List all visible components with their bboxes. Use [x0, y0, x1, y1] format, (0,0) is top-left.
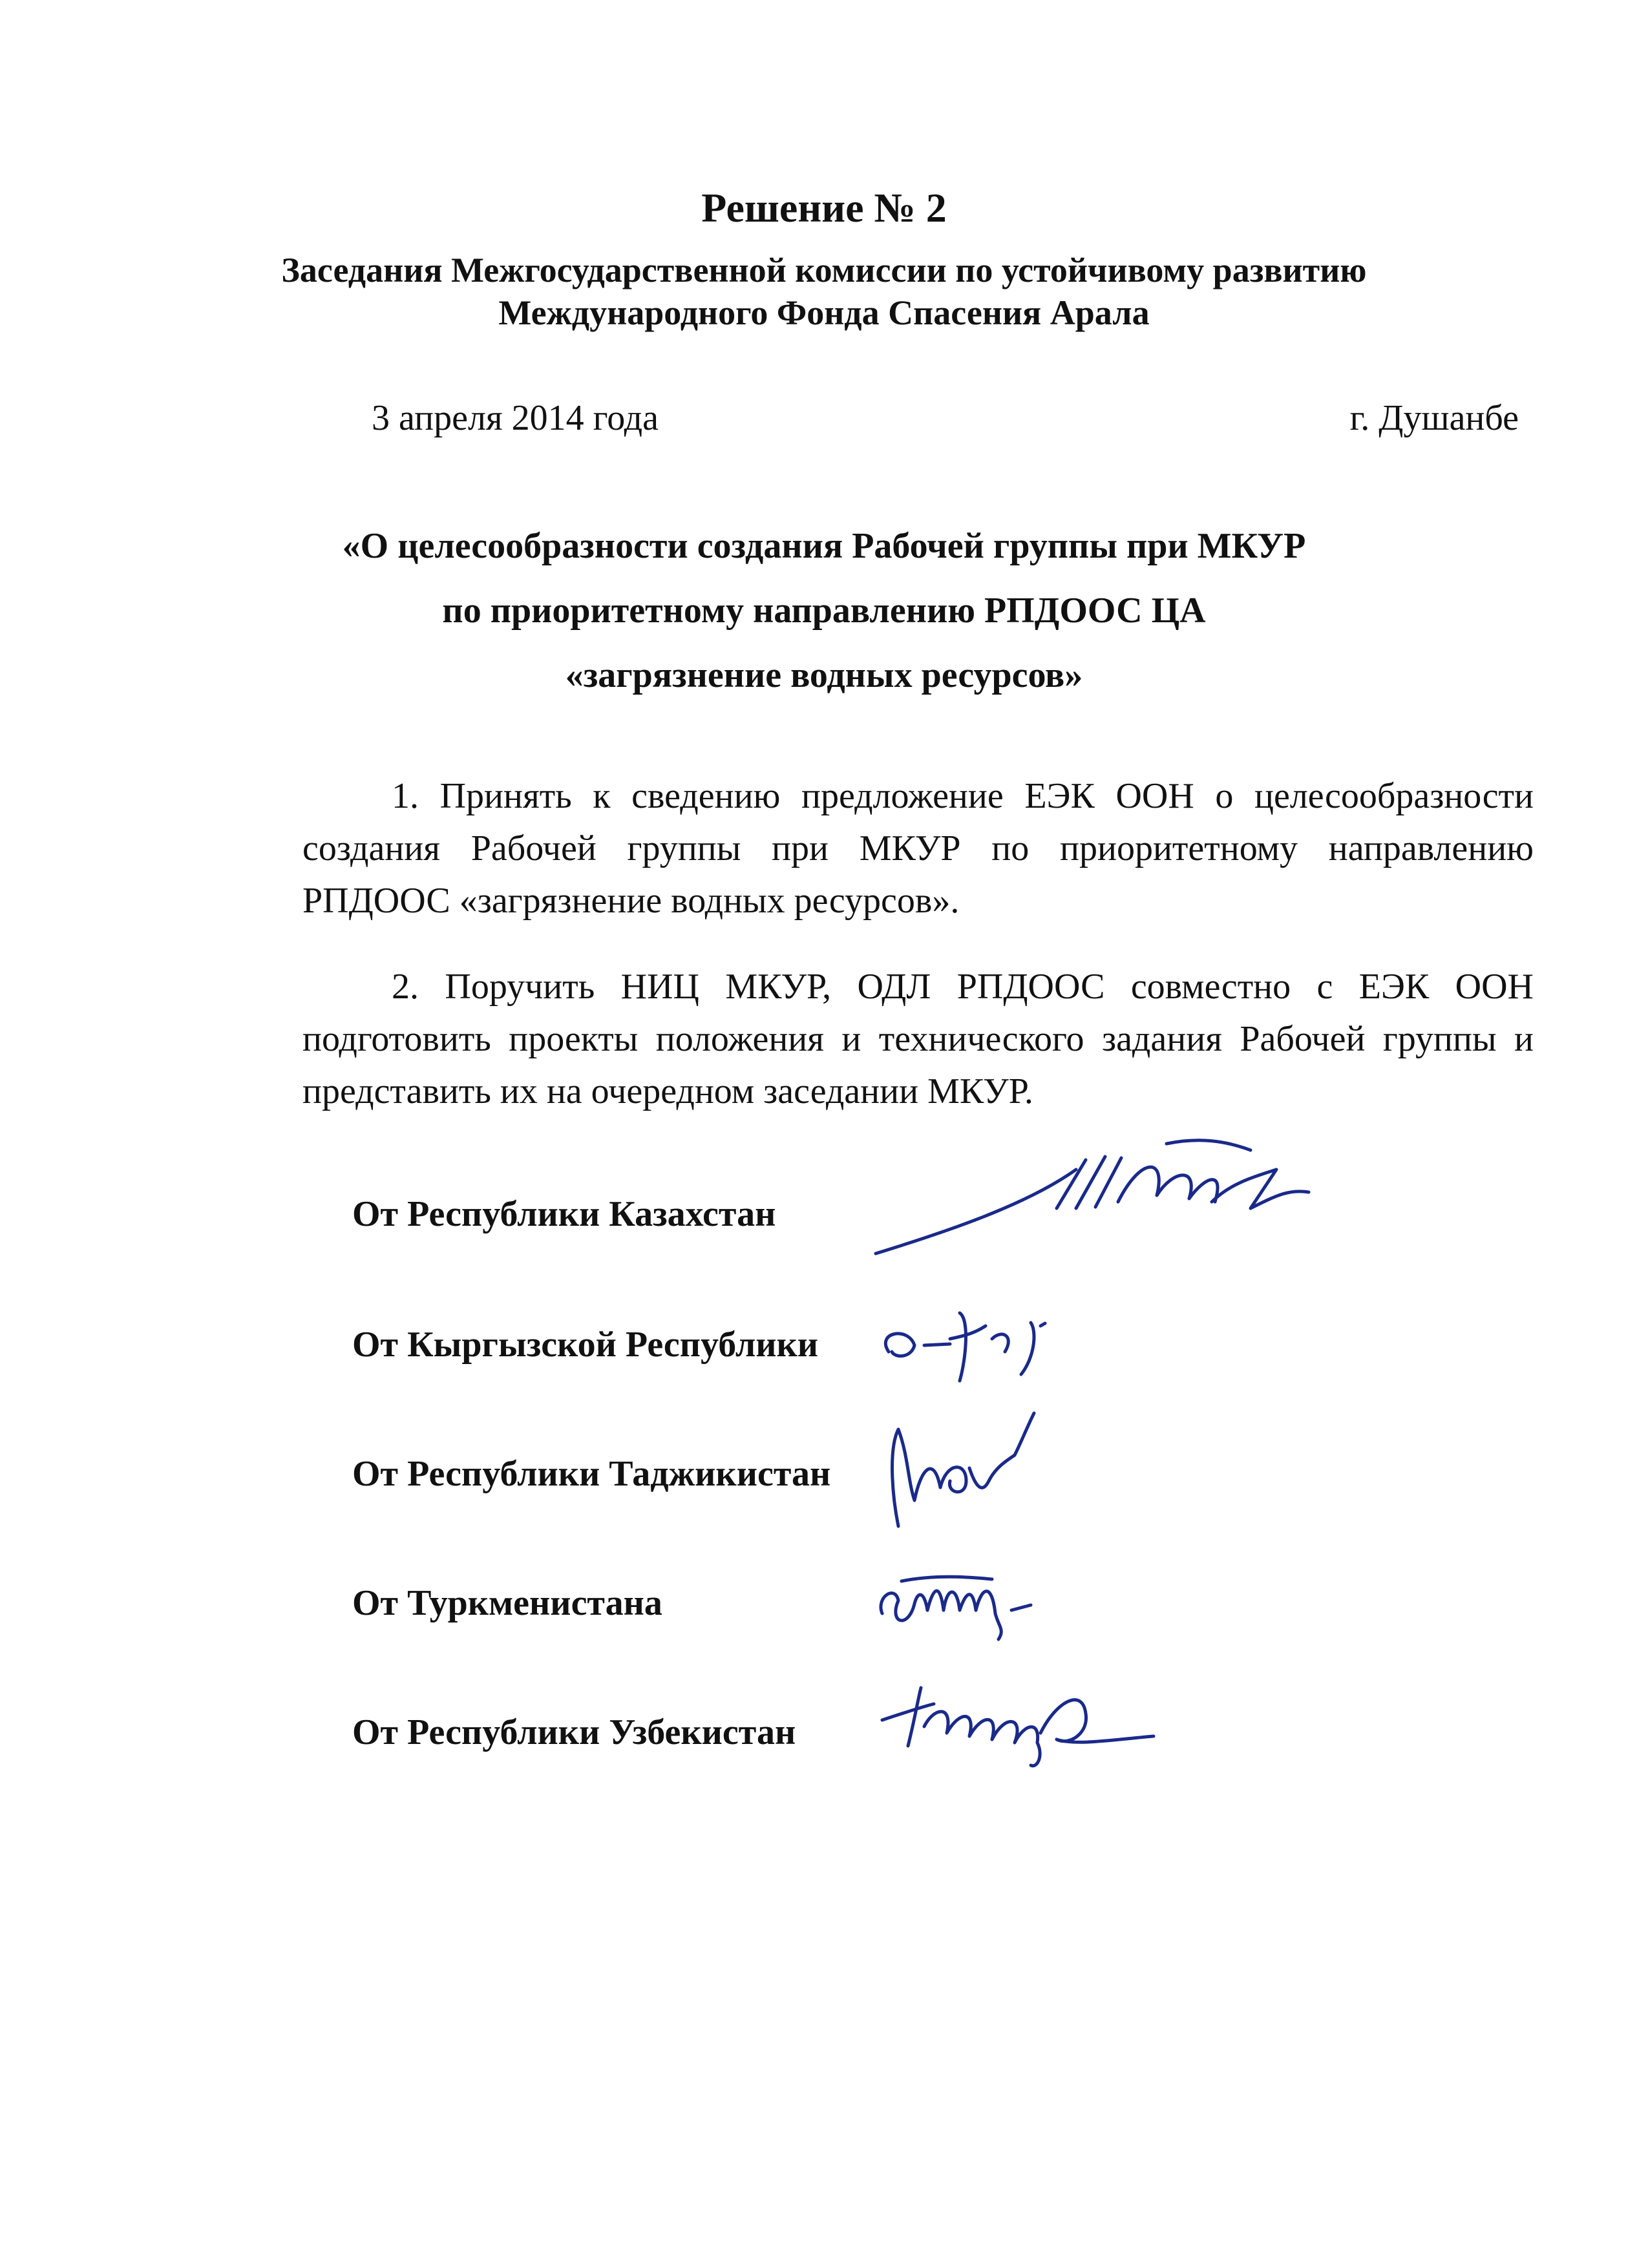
document-title: Решение № 2 — [701, 185, 947, 231]
signatory-label: От Республики Таджикистан — [352, 1454, 831, 1494]
handwritten-signature — [863, 1649, 1315, 1791]
signatory-label: От Кыргызской Республики — [352, 1325, 819, 1365]
handwritten-signature — [863, 1391, 1315, 1533]
heading-line-3: «загрязнение водных ресурсов» — [565, 655, 1083, 695]
signatory-label: От Республики Узбекистан — [352, 1712, 796, 1752]
signature-row-uzbekistan — [352, 1694, 1322, 1772]
handwritten-signature — [863, 1261, 1315, 1403]
subtitle-line-2: Международного Фонда Спасения Арала — [498, 293, 1150, 332]
document-date: 3 апреля 2014 года — [372, 398, 659, 438]
date-place-line — [372, 395, 1519, 441]
signature-row-kazakhstan — [352, 1176, 1322, 1254]
document-place: г. Душанбе — [1349, 398, 1519, 438]
subtitle-line-1: Заседания Межгосударственной комиссии по устойчивому развитию — [281, 251, 1367, 289]
handwritten-signature — [863, 1520, 1315, 1662]
signatory-label: От Республики Казахстан — [352, 1194, 776, 1234]
decision-item-2: 2. Поручить НИЦ МКУР, ОДЛ РПДООС совместно с ЕЭК ООН подготовить проекты положения и технического задания Рабочей группы и представить их на очередном заседании МКУР. — [302, 967, 1534, 1111]
signatory-label: От Туркменистана — [352, 1583, 662, 1623]
handwritten-signature — [863, 1131, 1315, 1273]
decision-item-1: 1. Принять к сведению предложение ЕЭК ООН о целесообразности создания Рабочей группы при МКУР по приоритетному направлению РПДООС «загрязнение водных ресурсов». — [302, 776, 1534, 921]
document-subtitle — [0, 249, 1648, 334]
heading-line-2: по приоритетному направлению РПДООС ЦА — [442, 591, 1206, 631]
decision-heading — [0, 514, 1648, 708]
signature-row-kyrgyzstan — [352, 1307, 1322, 1384]
signature-row-tajikistan — [352, 1436, 1322, 1513]
heading-line-1: «О целесообразности создания Рабочей группы при МКУР — [342, 526, 1306, 566]
signature-row-turkmenistan — [352, 1565, 1322, 1643]
